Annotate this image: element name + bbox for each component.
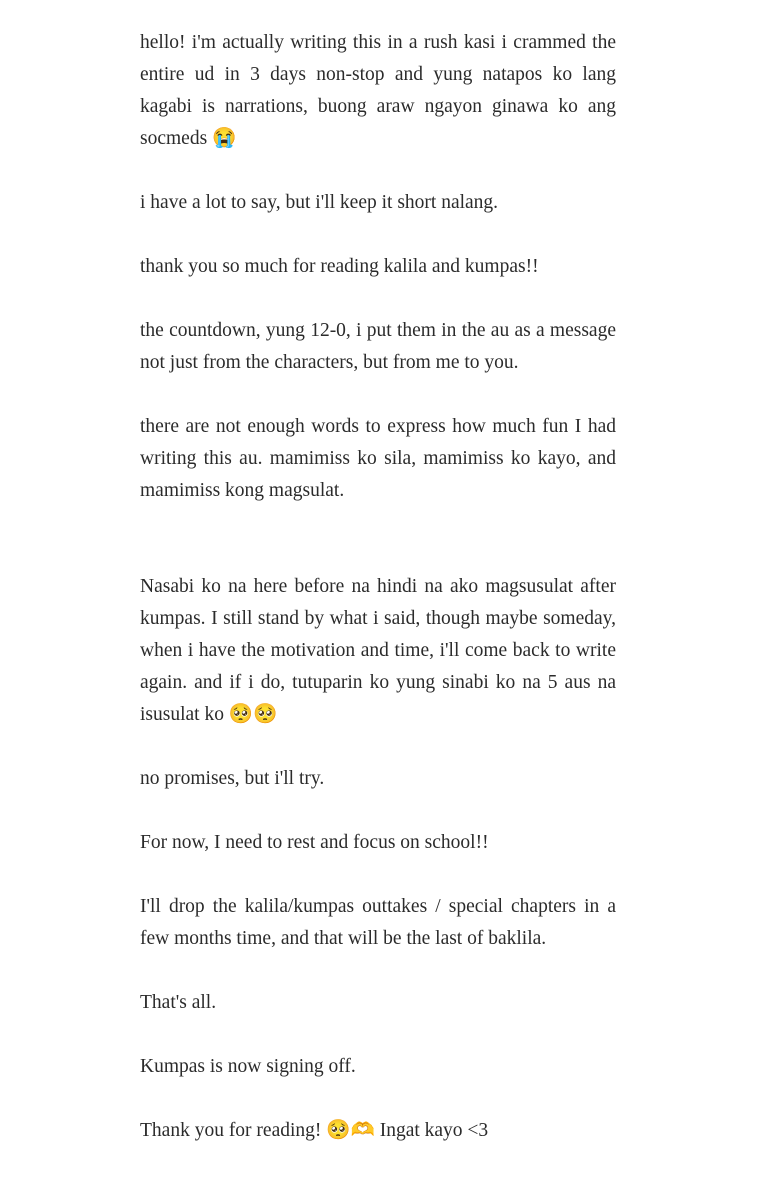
paragraph-thanks: thank you so much for reading kalila and kumpas!!	[140, 256, 539, 277]
paragraph-intro: hello! i'm actually writing this in a rush kasi i crammed the entire ud in 3 days non-stop and yung natapos ko lang kagabi is narrations, buong araw ngayon ginawa ko ang socmeds 😭	[140, 32, 616, 149]
paragraph-closing: Thank you for reading! 🥺🫶 Ingat kayo <3	[140, 1120, 489, 1141]
paragraph-countdown: the countdown, yung 12-0, i put them in the au as a message not just from the characters, but from me to you.	[140, 320, 616, 373]
paragraph-fun: there are not enough words to express how much fun I had writing this au. mamimiss ko sila, mamimiss ko kayo, and mamimiss kong magsulat.	[140, 416, 616, 501]
paragraph-outtakes: I'll drop the kalila/kumpas outtakes / special chapters in a few months time, and that will be the last of baklila.	[140, 896, 616, 949]
section-gap	[140, 539, 616, 571]
paragraph-school: For now, I need to rest and focus on school!!	[140, 832, 489, 853]
paragraph-thats-all: That's all.	[140, 992, 217, 1013]
paragraph-future: Nasabi ko na here before na hindi na ako magsusulat after kumpas. I still stand by what i said, though maybe someday, when i have the motivation and time, i'll come back to write again. and if i do, tutuparin ko yung sinabi ko na 5 aus na isusulat ko 🥺🥺	[140, 576, 616, 725]
paragraph-short: i have a lot to say, but i'll keep it short nalang.	[140, 192, 499, 213]
paragraph-signing-off: Kumpas is now signing off.	[140, 1056, 356, 1077]
paragraph-promises: no promises, but i'll try.	[140, 768, 325, 789]
note-body	[140, 27, 616, 1179]
